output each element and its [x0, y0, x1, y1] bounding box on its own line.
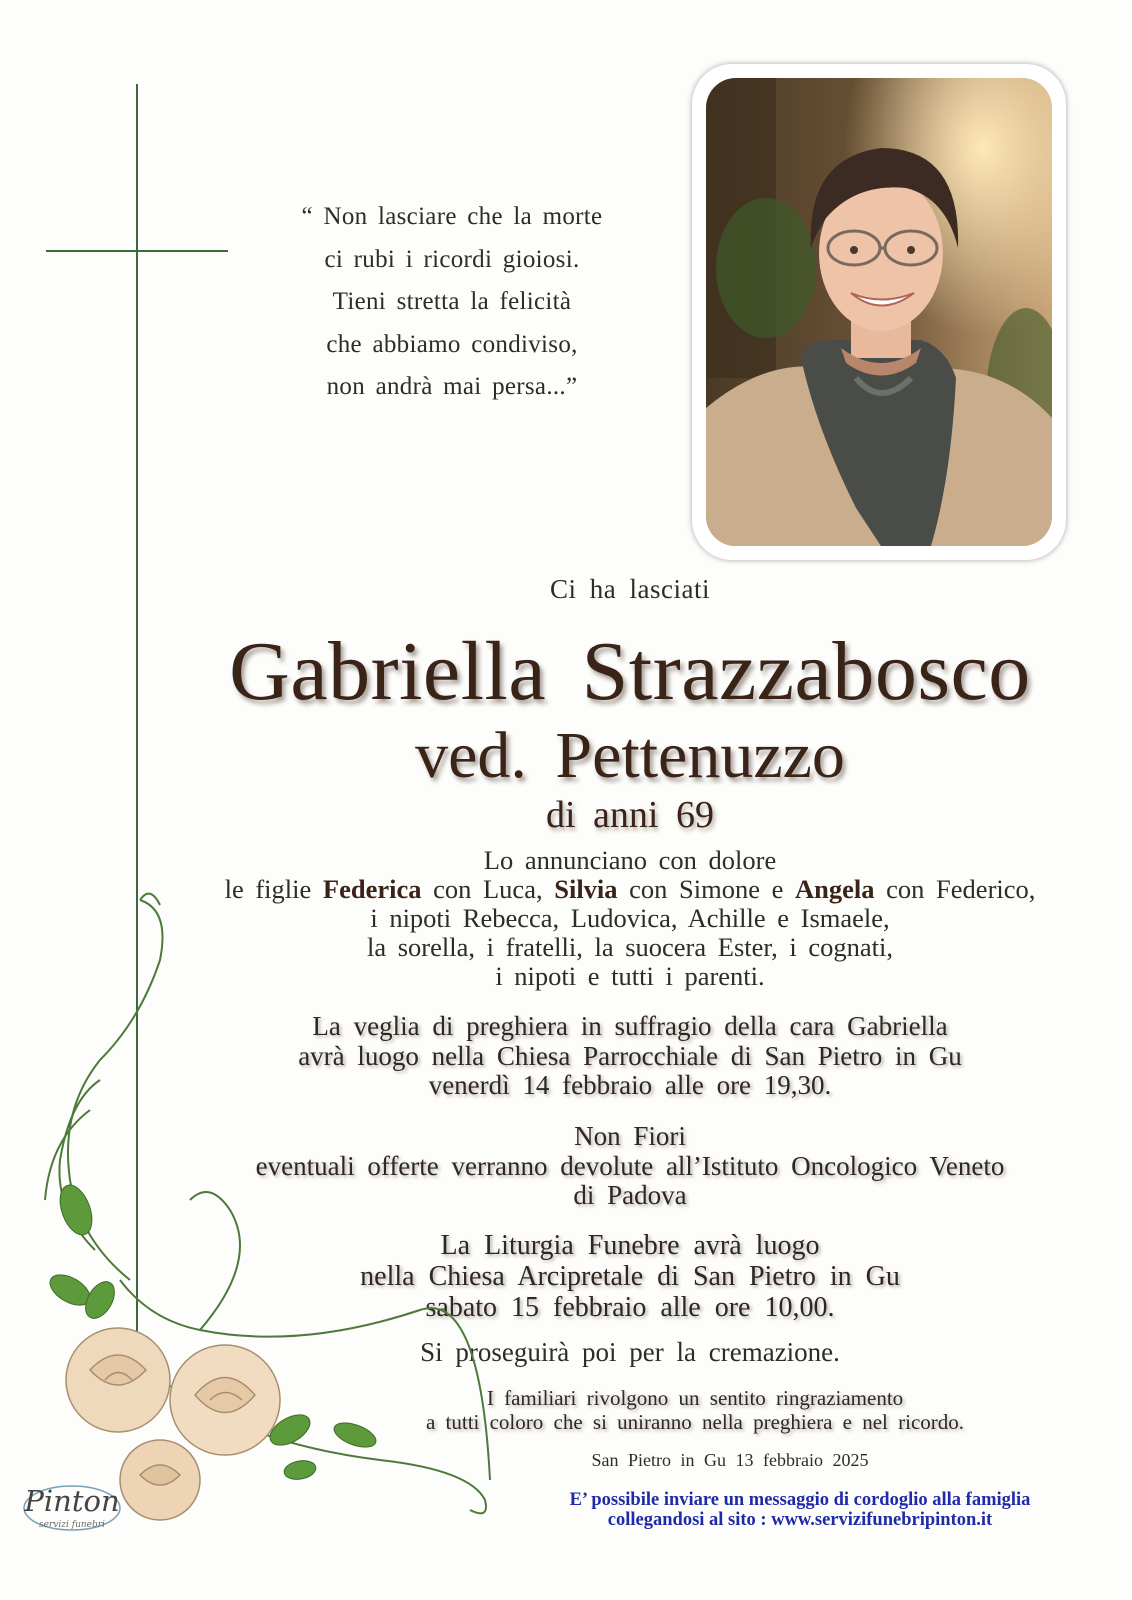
memorial-quote [262, 196, 642, 409]
logo-subtitle: servizi funebri [39, 1520, 105, 1530]
text-segment: con Simone e [617, 874, 796, 904]
rose-decoration [0, 880, 520, 1560]
thanks-line: I familiari rivolgono un sentito ringraziamento [486, 1386, 904, 1410]
flowers-line: Non Fiori [574, 1121, 686, 1151]
daughter-name: Silvia [554, 874, 618, 904]
quote-line: ci rubi i ricordi gioiosi. [324, 245, 580, 273]
announcement-line: i nipoti e tutti i parenti. [495, 961, 765, 991]
liturgy-line: sabato 15 febbraio alle ore 10,00. [425, 1292, 835, 1323]
text-segment: le figlie [224, 874, 323, 904]
cremation-line: Si proseguirà poi per la cremazione. [420, 1337, 840, 1367]
portrait-photo [706, 78, 1052, 546]
liturgy-line: nella Chiesa Arcipretale di San Pietro in Gu [360, 1261, 900, 1292]
pinton-logo [20, 1478, 124, 1538]
condolence-notice [520, 1490, 1080, 1530]
quote-line: “ Non lasciare che la morte [301, 203, 603, 230]
text-segment: con Luca, [421, 874, 555, 904]
announcement-line: Lo annunciano con dolore [483, 845, 777, 875]
deceased-name: Gabriella Strazzabosco [229, 625, 1031, 718]
intro-text: Ci ha lasciati [550, 574, 710, 604]
vigil-line: La veglia di preghiera in suffragio della cara Gabriella [312, 1011, 948, 1041]
cross-horizontal-bar [46, 250, 228, 252]
flowers-line: di Padova [573, 1180, 687, 1210]
quote-line: Tieni stretta la felicità [332, 288, 572, 315]
place-and-date: San Pietro in Gu 13 febbraio 2025 [591, 1450, 869, 1470]
deceased-married-name: ved. Pettenuzzo [415, 719, 845, 792]
text-segment: con Federico, [874, 874, 1036, 904]
quote-line: non andrà mai persa...” [326, 373, 578, 400]
portrait-illustration [706, 78, 1052, 546]
thanks-line: a tutti coloro che si uniranno nella preghiera e nel ricordo. [425, 1410, 965, 1434]
condolence-line: E’ possibile inviare un messaggio di cordoglio alla famiglia [569, 1490, 1031, 1510]
daughter-name: Federica [322, 874, 422, 904]
vigil-line: venerdì 14 febbraio alle ore 19,30. [428, 1070, 832, 1100]
quote-line: che abbiamo condiviso, [326, 330, 578, 358]
condolence-link-line[interactable]: collegandosi al sito : www.servizifunebripinton.it [607, 1510, 993, 1530]
flowers-line: eventuali offerte verranno devolute all’Istituto Oncologico Veneto [255, 1150, 1005, 1181]
daughter-name: Angela [795, 874, 875, 904]
announcement-line: i nipoti Rebecca, Ludovica, Achille e Ismaele, [370, 903, 890, 933]
deceased-age: di anni 69 [546, 794, 714, 836]
portrait-frame [692, 64, 1066, 560]
logo-name: Pinton [24, 1484, 120, 1518]
announcement-line: la sorella, i fratelli, la suocera Ester, i cognati, [366, 932, 894, 962]
vigil-line: avrà luogo nella Chiesa Parrocchiale di San Pietro in Gu [298, 1040, 962, 1071]
liturgy-line: La Liturgia Funebre avrà luogo [440, 1230, 820, 1261]
